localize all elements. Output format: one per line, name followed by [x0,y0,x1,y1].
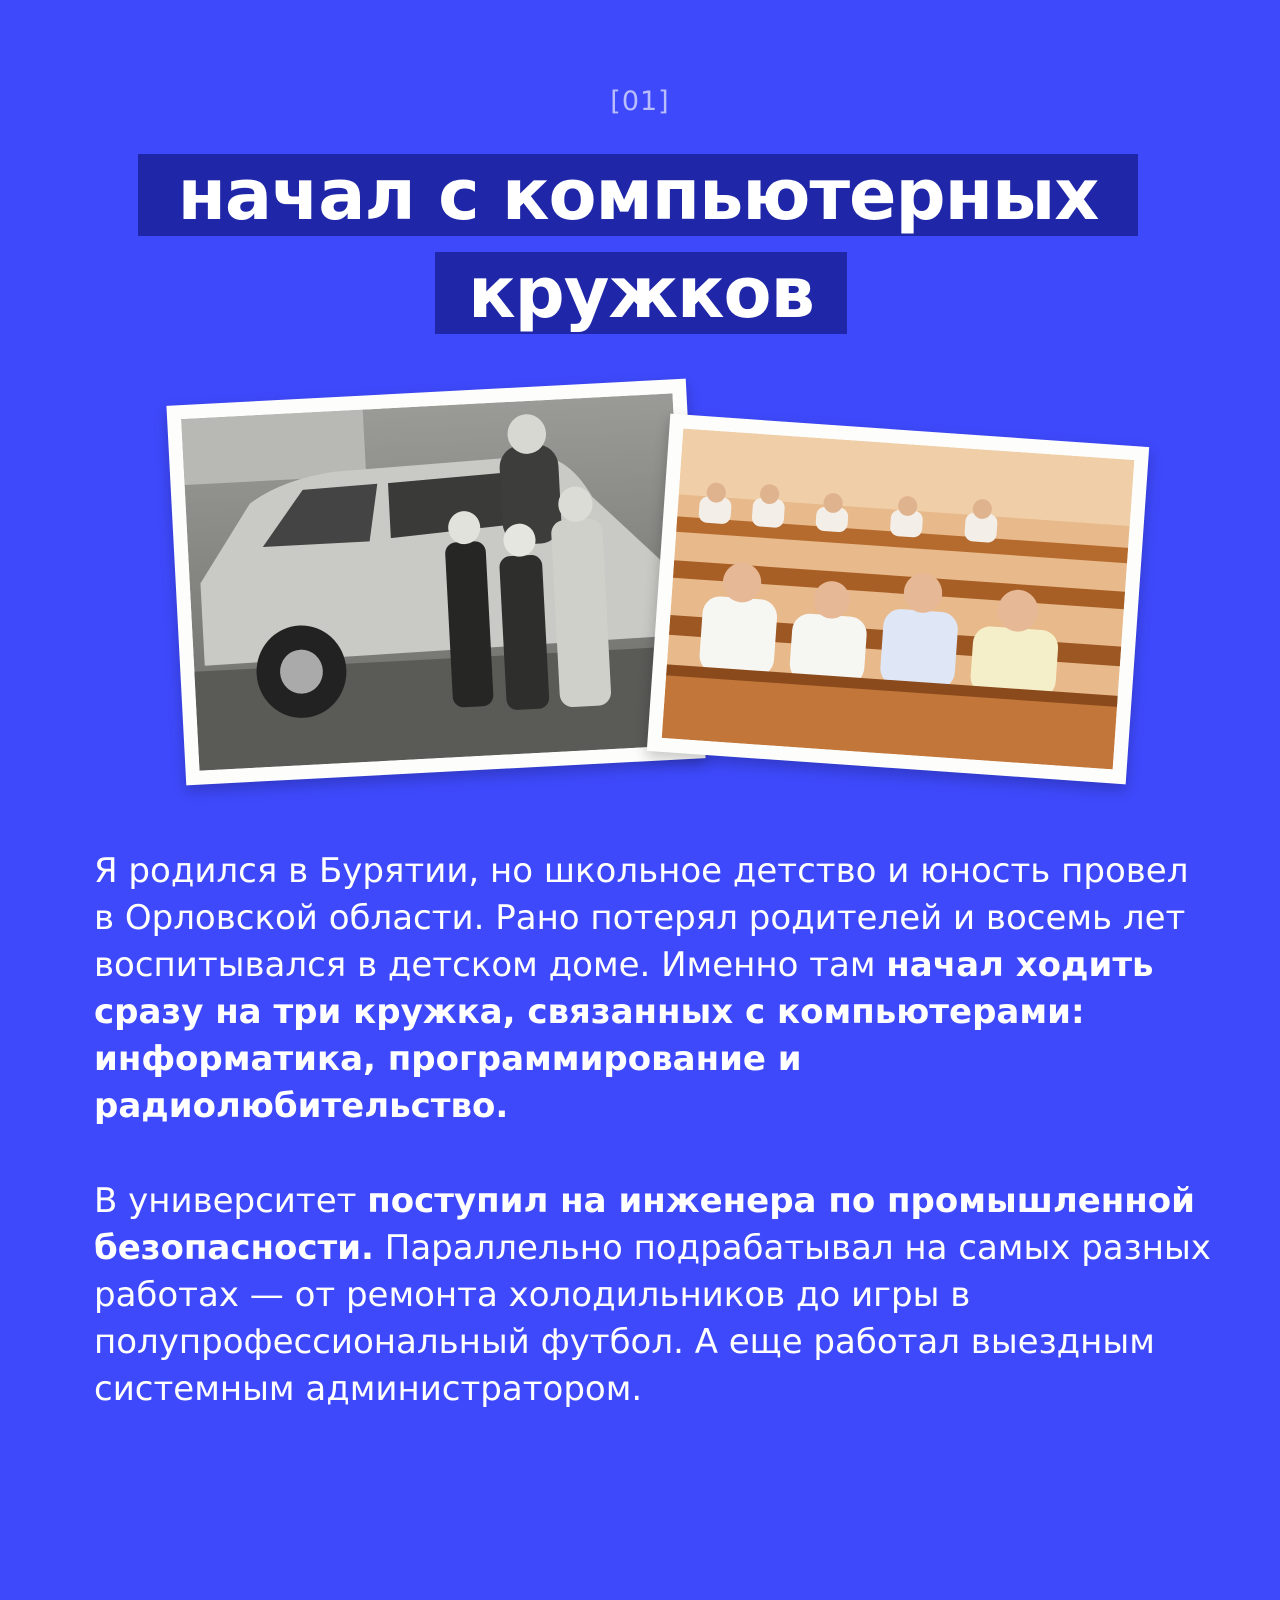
paragraph-2-bold: поступил на инженера по промышленной безопасности. [94,1181,1195,1268]
title-line-1: начал с компьютерных [138,154,1138,236]
paragraph-1-text: Я родился в Бурятии, но школьное детство и юность провел в Орловской области. Рано потерял родителей и восемь лет воспитывался в детском доме. Именно там [94,851,1189,985]
paragraph-2-text-start: В университет [94,1181,368,1221]
slide-number: [01] [610,86,670,117]
paragraph-1-bold: начал ходить сразу на три кружка, связанных с компьютерами: информатика, программирование и радиолюбительство. [94,945,1154,1126]
university-auditorium-photo [647,414,1149,785]
paragraph-1 [94,848,1214,1130]
family-car-photo [166,379,705,786]
paragraph-2 [94,1178,1214,1413]
title-line-2: кружков [435,252,847,334]
paragraph-2-text-end: Параллельно подрабатывал на самых разных работах — от ремонта холодильников до игры в полупрофессиональный футбол. А еще работал выездным системным администратором. [94,1228,1211,1409]
